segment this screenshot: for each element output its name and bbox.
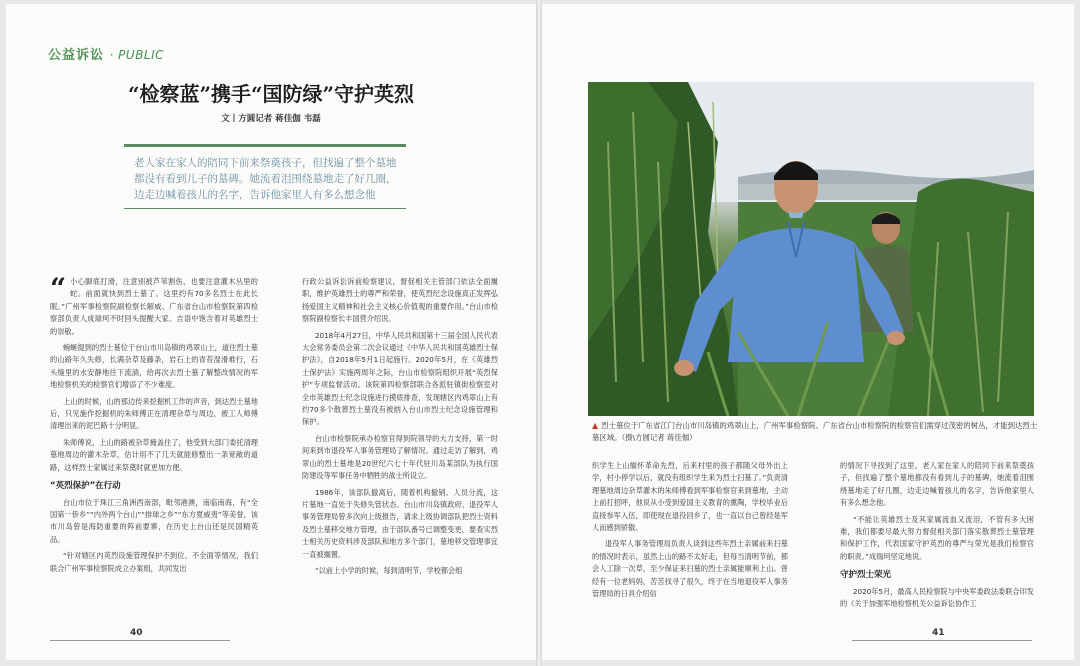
body-column-2 — [302, 276, 498, 620]
article-photo — [588, 82, 1034, 416]
article-byline: 文丨方圆记者 蒋佳伽 韦磊 — [221, 114, 321, 124]
body-paragraph: 织学生上山缅怀革命先烈，后来村里的孩子都随父母外出上学，村小停学以后，就没有组织学生来为烈士扫墓了。”负责清理墓地周边杂草灌木的朱师傅看到军事检察官来到墓地，主动上前打招呼，他说从小受到爱国主义教育的熏陶，学校毕业后直接参军入伍，即使现在退役回乡了，也一直以自己曾经是军人而感到骄傲。 — [592, 461, 788, 533]
footer-rule — [50, 640, 230, 641]
left-page — [6, 4, 536, 660]
article-headline: “检察蓝”携手“国防绿”守护英烈 — [127, 82, 414, 106]
section-heading: 守护烈士荣光 — [840, 570, 892, 581]
body-paragraph: “不能让英雄烈士及其家属流血又流泪，不管有多大困难，我们都要尽最大努力督促相关部门落实散葬烈士墓管理和保护工作，代表国家守护英烈的尊严与荣光是我们检察官的职责。”成瑞珂坚定地说。 — [840, 514, 1034, 561]
body-paragraph: 台山市位于珠江三角洲西南部，毗邻港澳，南临南海，有“全国第一侨乡”“内外两个台山”“排球之乡”“东方夏威夷”等美誉，该市川岛曾是海防重要的阵前要寨，在历史上台山还是民国精英品。 — [50, 497, 258, 544]
section-name-en: · PUBLIC — [109, 48, 165, 62]
footer-rule — [852, 640, 1032, 641]
section-name: 公益诉讼 — [48, 48, 105, 63]
body-paragraph: 台山市检察院承办检察官得到院领导的大力支持，第一时间来到市退役军人事务管理局了解情况。通过走访了解到，鸡翠山的烈士墓地是20世纪六七十年代驻川岛某部队为执行国防建设等军事任务中牺牲的战士所设立。 — [302, 433, 498, 481]
page-number: 40 — [130, 628, 143, 638]
body-paragraph: 1986年，该部队撤离后，随着机构撤销、人员分流，这片墓地一直处于失修失管状态。台山市川岛镇政府、退役军人事务管理局曾多次向上级报告，请求上级协调部队把烈士资料及烈士墓移交地方管理，由于部队番号已调整变更，要查实烈士相关历史资料涉及部队和地方多个部门，墓地移交管理事宜一直被搁置。 — [302, 487, 498, 559]
lede-rule-bottom — [124, 208, 406, 209]
photo-illustration — [588, 82, 1034, 416]
body-paragraph: 行政公益诉讼诉前检察建议，督促相关主管部门依法全面履职，维护英雄烈士的尊严和荣誉，使英烈纪念设施真正发挥弘扬爱国主义精神和社会主义核心价值观的重要作用。”台山市检察院副检察长丰国营介绍说。 — [302, 277, 498, 324]
body-paragraph: 上山的时候，山的那边传来挖掘机工作的声音，到达烈士墓地后，只见施作挖掘机的朱师傅正在清理杂草与周边，被工人师傅清理出来的泥巴路十分明显。 — [50, 396, 258, 431]
body-paragraph: 2018年4月27日，中华人民共和国第十三届全国人民代表大会常务委员会第二次会议通过《中华人民共和国英雄烈士保护法》，自2018年5月1日起施行。2020年5月，在《英雄烈士保护法》实施两周年之际，台山市检察院组织开展“英烈保护”专项监督活动。该院第四检察部联合各派驻镇街检察室对全市英雄烈士纪念设施进行摸底排查，发现辖区内鸡翠山上有约70多个散葬烈士墓没有被纳入台山市烈士纪念设施管理和保护。 — [302, 330, 498, 427]
lede-rule-top — [124, 144, 406, 147]
body-paragraph: “以前上小学的时候，每到清明节，学校都会组 — [314, 565, 463, 575]
body-paragraph: 退役军人事务管理局负责人谈到这些年烈士亲属前来扫墓的情况时表示，虽然上山的路不太好走，但每当清明节前，都会人工除一次草，至少保证来扫墓的烈士亲属能顺利上山。曾经有一位老妈妈，苦苦找寻了很久，终于在当地退役军人事务管理局的日具介绍信 — [592, 539, 788, 599]
body-column-3 — [592, 460, 788, 620]
section-tag — [48, 44, 164, 63]
body-column-4 — [840, 460, 1034, 620]
page-number: 41 — [932, 628, 945, 638]
body-paragraph: “针对辖区内英烈设施管理保护不到位、不全面等情况，我们联合广州军事检察院成立办案组，共同发出 — [50, 551, 258, 573]
open-quote-mark: “ — [50, 272, 67, 305]
photo-caption: ▲ 烈士墓位于广东省江门台山市川岛镇的鸡翠山上，广州军事检察院、广东省台山市检察院的检察官们需穿过茂密的树丛，才能到达烈士墓区域。（摄\方圆记者 蒋佳伽） — [592, 421, 1038, 442]
right-page — [542, 4, 1074, 660]
body-paragraph: 蜿蜒提到的烈士墓位于台山市川岛镇的鸡翠山上，道往烈士墓的山路年久失修，长满杂草及藤条，岩石上的青苔湿滑难行，石头缝里的水安静地往下流淌，给再次去烈士墓了解整改情况的军地检察机关的检察官们增添了不少难度。 — [50, 343, 258, 390]
body-paragraph: 朱师傅说，上山的路被杂草掩盖住了，他受到大部门委托清理墓地周边的灌木杂草，估计用不了几天就能修整出一条宽敞的道路，这样烈士家属过来祭奠时就更加方便。 — [50, 437, 258, 472]
article-lede: 老人家在家人的陪同下前来祭奠孩子，但找遍了整个墓地都没有看到儿子的墓碑。她流着泪围绕墓地走了好几圈，边走边喊着孩儿的名字，告诉他家里人有多么想念他 — [134, 157, 397, 201]
caption-triangle-icon: ▲ — [592, 421, 599, 430]
body-paragraph: 的情况下寻找到了这里。老人家在家人的陪同下前来祭奠孩子，但找遍了整个墓地都没有看到儿子的墓碑，她流着泪围绕墓地走了好几圈，边走边喊着孩儿的名字，告诉他家里人有多么想念他。 — [840, 461, 1034, 508]
body-paragraph: 2020年5月，最高人民检察院与中央军委政法委联合印发的《关于加强军地检察机关公益诉讼协作工 — [840, 586, 1034, 609]
body-column-1 — [50, 272, 258, 620]
body-paragraph: “ 小心脚底打滑，注意别被芦苇割伤，也要注意灌木丛里的蛇。前面就快到烈士墓了。这里约有70多名烈士在此长眠。”广州军事检察院副检察长解威、广东省台山市检察院第四检察部负责人成瑞珂不时回头提醒大家。吉语中饱含着对英雄烈士的崇敬。 — [50, 272, 258, 336]
section-heading: “英烈保护”在行动 — [50, 481, 121, 492]
